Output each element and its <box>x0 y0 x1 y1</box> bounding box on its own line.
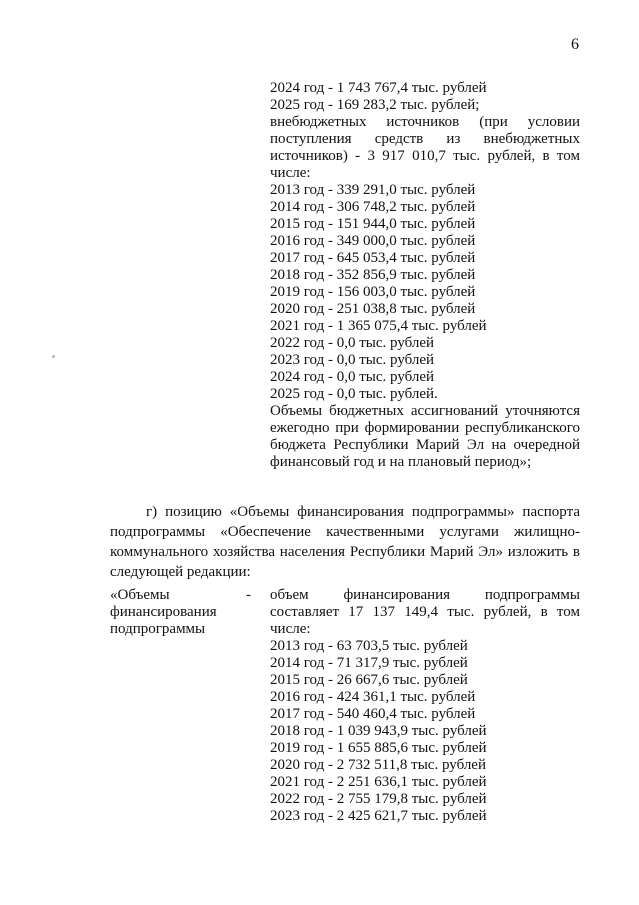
year-funding-line: 2023 год - 2 425 621,7 тыс. рублей <box>270 808 487 824</box>
amendment-paragraph-text: г) позицию «Объемы финансирования подпрограммы» паспорта подпрограммы «Обеспечение качественными услугами жилищно-коммунального хозяйства населения Республики Марий Эл» изложить в следующей редакции: <box>110 504 580 580</box>
year-funding-line: 2015 год - 26 667,6 тыс. рублей <box>270 672 468 688</box>
financing-intro-text: объем финансирования подпрограммы составляет 17 137 149,4 тыс. рублей, в том числе: <box>270 587 580 637</box>
position-label-line: подпрограммы <box>110 621 206 637</box>
funding-line: 2025 год - 169 283,2 тыс. рублей; <box>270 97 480 113</box>
page-number: 6 <box>571 36 579 53</box>
year-funding-line: 2025 год - 0,0 тыс. рублей. <box>270 386 438 402</box>
year-funding-line: 2013 год - 63 703,5 тыс. рублей <box>270 638 468 654</box>
year-funding-line: 2024 год - 0,0 тыс. рублей <box>270 369 435 385</box>
year-funding-line: 2016 год - 424 361,1 тыс. рублей <box>270 689 476 705</box>
year-funding-line: 2017 год - 645 053,4 тыс. рублей <box>270 250 476 266</box>
year-funding-line: 2023 год - 0,0 тыс. рублей <box>270 352 435 368</box>
year-funding-line: 2019 год - 1 655 885,6 тыс. рублей <box>270 740 487 756</box>
year-funding-line: 2022 год - 0,0 тыс. рублей <box>270 335 435 351</box>
label-dash: - <box>246 587 251 603</box>
year-funding-line: 2019 год - 156 003,0 тыс. рублей <box>270 284 476 300</box>
year-funding-line: 2018 год - 352 856,9 тыс. рублей <box>270 267 476 283</box>
financing-continuation-block <box>270 80 580 471</box>
funding-line: 2024 год - 1 743 767,4 тыс. рублей <box>270 80 487 96</box>
year-funding-line: 2018 год - 1 039 943,9 тыс. рублей <box>270 723 487 739</box>
amendment-paragraph <box>110 502 580 582</box>
year-funding-line: 2015 год - 151 944,0 тыс. рублей <box>270 216 476 232</box>
year-funding-line: 2014 год - 71 317,9 тыс. рублей <box>270 655 468 671</box>
year-funding-line: 2021 год - 2 251 636,1 тыс. рублей <box>270 774 487 790</box>
position-label <box>110 587 260 638</box>
year-funding-line: 2021 год - 1 365 075,4 тыс. рублей <box>270 318 487 334</box>
year-funding-line: 2017 год - 540 460,4 тыс. рублей <box>270 706 476 722</box>
budget-note-text: Объемы бюджетных ассигнований уточняются ежегодно при формировании республиканского бюджета Республики Марий Эл на очередной финансовый год и на плановый период»; <box>270 403 580 470</box>
position-label-line: «Объемы <box>110 587 170 603</box>
scan-speck <box>52 355 55 358</box>
year-funding-line: 2013 год - 339 291,0 тыс. рублей <box>270 182 476 198</box>
new-financing-block <box>270 587 580 825</box>
year-funding-line: 2014 год - 306 748,2 тыс. рублей <box>270 199 476 215</box>
year-funding-line: 2020 год - 2 732 511,8 тыс. рублей <box>270 757 486 773</box>
year-funding-line: 2016 год - 349 000,0 тыс. рублей <box>270 233 476 249</box>
year-funding-line: 2022 год - 2 755 179,8 тыс. рублей <box>270 791 487 807</box>
year-funding-line: 2020 год - 251 038,8 тыс. рублей <box>270 301 476 317</box>
position-label-line: финансирования <box>110 604 217 620</box>
extrabudget-sources-text: внебюджетных источников (при условии поступления средств из внебюджетных источников) - 3 917 010,7 тыс. рублей, в том числе: <box>270 114 580 181</box>
